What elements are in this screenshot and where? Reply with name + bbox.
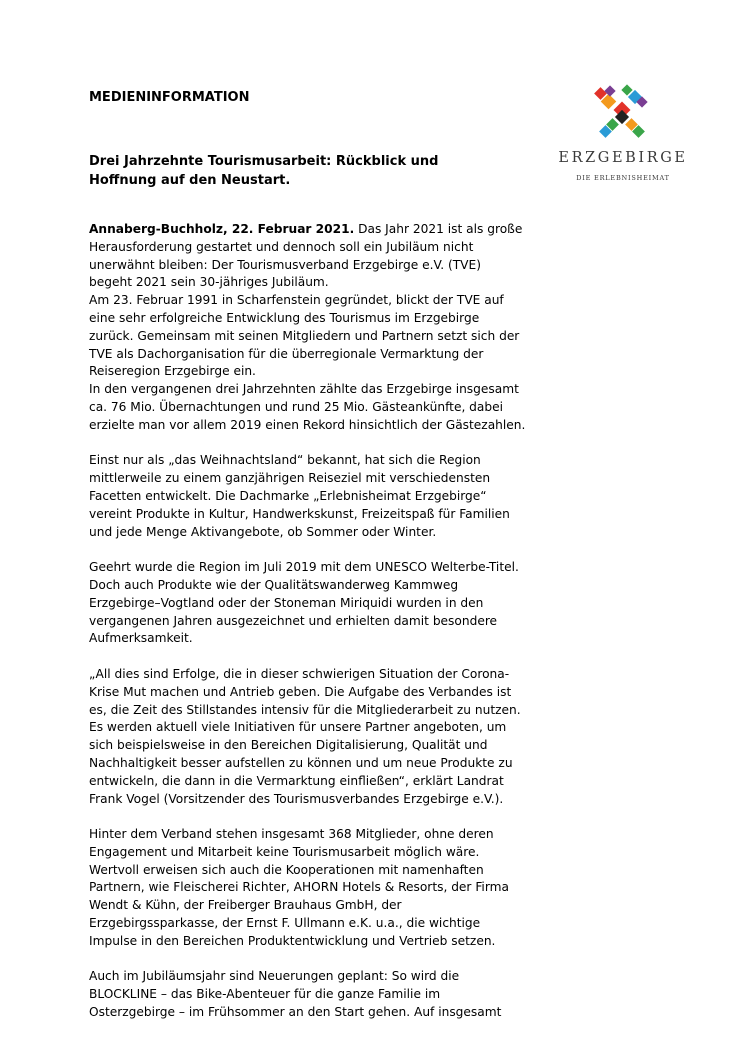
- text-line: In den vergangenen drei Jahrzehnten zählte das Erzgebirge insgesamt: [89, 382, 519, 397]
- text-line: Impulse in den Bereichen Produktentwicklung und Vertrieb setzen.: [89, 933, 496, 948]
- text-line: Osterzgebirge – im Frühsommer an den Start gehen. Auf insgesamt: [89, 1005, 502, 1020]
- paragraph-history: [89, 292, 559, 381]
- paragraph-statistics: [89, 381, 559, 434]
- text-line: Auch im Jubiläumsjahr sind Neuerungen geplant: So wird die: [89, 969, 460, 984]
- crossed-hammers-logo-mark: [592, 84, 654, 146]
- text-line: Wendt & Kühn, der Freiberger Brauhaus GmbH, der: [89, 898, 402, 913]
- text-line: Hinter dem Verband stehen insgesamt 368 Mitglieder, ohne deren: [89, 827, 494, 842]
- text-line: Doch auch Produkte wie der Qualitätswanderweg Kammweg: [89, 577, 459, 592]
- headline-line: Hoffnung auf den Neustart.: [89, 173, 291, 188]
- text-line: Am 23. Februar 1991 in Scharfenstein gegründet, blickt der TVE auf: [89, 293, 504, 308]
- text-line: Frank Vogel (Vorsitzender des Tourismusverbandes Erzgebirge e.V.).: [89, 791, 504, 806]
- dateline: Annaberg-Buchholz, 22. Februar 2021.: [89, 222, 355, 236]
- text-line: vergangenen Jahren ausgezeichnet und erhielten damit besondere: [89, 613, 498, 628]
- text-line: Einst nur als „das Weihnachtsland“ bekannt, hat sich die Region: [89, 453, 481, 468]
- document-label: MEDIENINFORMATION: [89, 90, 250, 105]
- text-line: Geehrt wurde die Region im Juli 2019 mit dem UNESCO Welterbe-Titel.: [89, 560, 519, 575]
- text-line: BLOCKLINE – das Bike-Abenteuer für die ganze Familie im: [89, 987, 441, 1002]
- text-line: und jede Menge Aktivangebote, ob Sommer oder Winter.: [89, 524, 437, 539]
- text-line: Facetten entwickelt. Die Dachmarke „Erlebnisheimat Erzgebirge“: [89, 488, 487, 503]
- text-line: es, die Zeit des Stillstandes intensiv für die Mitgliederarbeit zu nutzen.: [89, 702, 521, 717]
- text-line: TVE als Dachorganisation für die überregionale Vermarktung der: [89, 346, 484, 361]
- logo-wordmark: ERZGEBIRGE: [558, 150, 688, 166]
- text-line: Reiseregion Erzgebirge ein.: [89, 364, 256, 379]
- text-line: eine sehr erfolgreiche Entwicklung des Tourismus im Erzgebirge: [89, 310, 480, 325]
- text-line: Es werden aktuell viele Initiativen für unsere Partner angeboten, um: [89, 720, 507, 735]
- text-line: „All dies sind Erfolge, die in dieser schwierigen Situation der Corona-: [89, 666, 510, 681]
- text-line: Wertvoll erweisen sich auch die Kooperationen mit namenhaften: [89, 862, 484, 877]
- paragraph-brand: [89, 452, 559, 541]
- text-line: Aufmerksamkeit.: [89, 631, 193, 646]
- paragraph-members: [89, 826, 559, 951]
- paragraph-outlook: [89, 968, 559, 1021]
- text-span: Das Jahr 2021 ist als große: [354, 222, 523, 236]
- press-release-headline: [89, 152, 509, 190]
- press-release-body: [89, 221, 559, 1022]
- erzgebirge-logo: [548, 84, 698, 184]
- logo-tile: [604, 85, 615, 96]
- logo-tagline: DIE ERLEBNISHEIMAT: [576, 174, 670, 182]
- text-line: mittlerweile zu einem ganzjährigen Reiseziel mit verschiedensten: [89, 471, 491, 486]
- text-line: Partnern, wie Fleischerei Richter, AHORN Hotels & Resorts, der Firma: [89, 880, 509, 895]
- text-line: entwickeln, die dann in die Vermarktung einfließen“, erklärt Landrat: [89, 773, 504, 788]
- text-line: vereint Produkte in Kultur, Handwerkskunst, Freizeitspaß für Familien: [89, 506, 510, 521]
- text-line: Erzgebirgssparkasse, der Ernst F. Ullmann e.K. u.a., die wichtige: [89, 916, 481, 931]
- headline-line: Drei Jahrzehnte Tourismusarbeit: Rückblick und: [89, 154, 439, 169]
- text-line: begeht 2021 sein 30-jähriges Jubiläum.: [89, 275, 329, 290]
- text-line: ca. 76 Mio. Übernachtungen und rund 25 Mio. Gästeankünfte, dabei: [89, 399, 504, 414]
- text-line: [89, 221, 559, 239]
- paragraph-awards: [89, 559, 559, 648]
- text-line: Krise Mut machen und Antrieb geben. Die Aufgabe des Verbandes ist: [89, 684, 512, 699]
- text-line: Engagement und Mitarbeit keine Tourismusarbeit möglich wäre.: [89, 844, 480, 859]
- text-line: Erzgebirge–Vogtland oder der Stoneman Miriquidi wurden in den: [89, 595, 484, 610]
- text-line: unerwähnt bleiben: Der Tourismusverband Erzgebirge e.V. (TVE): [89, 257, 481, 272]
- logo-tile: [621, 84, 632, 95]
- text-line: sich beispielsweise in den Bereichen Digitalisierung, Qualität und: [89, 738, 488, 753]
- text-line: Nachhaltigkeit besser aufstellen zu können und um neue Produkte zu: [89, 755, 513, 770]
- text-line: erzielte man vor allem 2019 einen Rekord hinsichtlich der Gästezahlen.: [89, 417, 526, 432]
- paragraph-quote: [89, 666, 559, 808]
- paragraph-intro: [89, 221, 559, 292]
- text-line: Herausforderung gestartet und dennoch soll ein Jubiläum nicht: [89, 239, 474, 254]
- text-line: zurück. Gemeinsam mit seinen Mitgliedern und Partnern setzt sich der: [89, 328, 520, 343]
